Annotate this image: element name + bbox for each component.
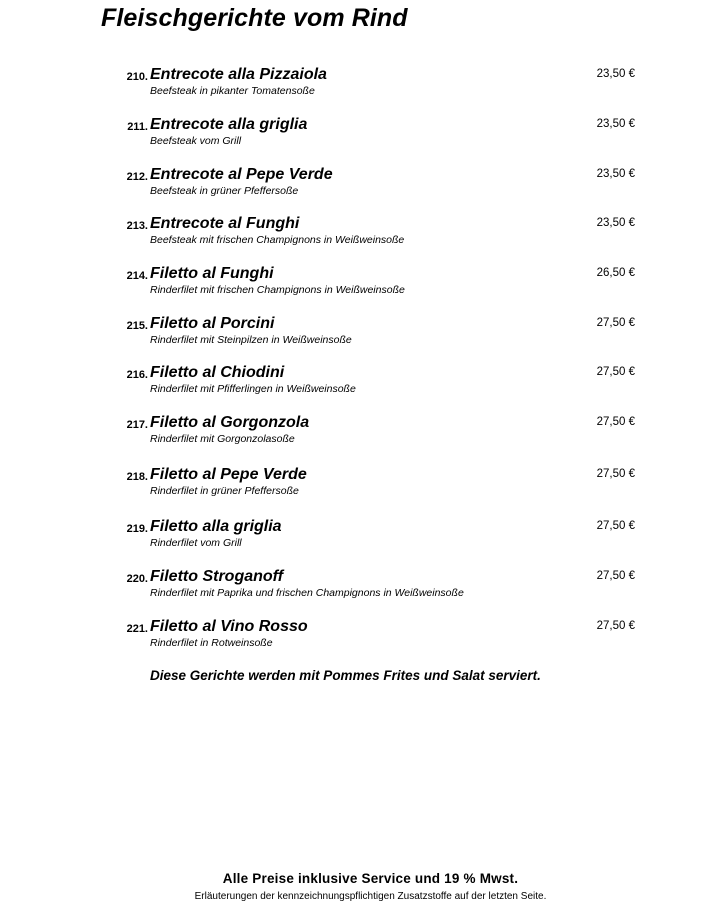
item-description: Beefsteak vom Grill bbox=[150, 135, 242, 147]
item-description: Rinderfilet in Rotweinsoße bbox=[150, 637, 273, 649]
item-number: 217. bbox=[126, 419, 148, 431]
prices-note: Alle Preise inklusive Service und 19 % Mwst. bbox=[222, 871, 519, 886]
item-name: Entrecote alla Pizzaiola bbox=[150, 66, 327, 83]
item-description: Beefsteak in grüner Pfeffersoße bbox=[150, 185, 299, 197]
menu-item bbox=[0, 315, 701, 355]
menu-item bbox=[0, 414, 701, 454]
item-price: 23,50 € bbox=[596, 118, 635, 130]
item-name: Filetto al Funghi bbox=[150, 265, 274, 282]
item-description: Beefsteak mit frischen Champignons in Weißweinsoße bbox=[150, 234, 405, 246]
item-number: 213. bbox=[126, 220, 148, 232]
menu-item bbox=[0, 518, 701, 558]
page-title: Fleischgerichte vom Rind bbox=[101, 4, 408, 32]
item-number: 214. bbox=[126, 270, 148, 282]
item-price: 26,50 € bbox=[596, 267, 635, 279]
menu-item bbox=[0, 265, 701, 305]
item-number: 221. bbox=[126, 623, 148, 635]
item-price: 27,50 € bbox=[596, 317, 635, 329]
item-name: Filetto Stroganoff bbox=[150, 568, 284, 585]
item-number: 218. bbox=[126, 471, 148, 483]
item-number: 211. bbox=[127, 121, 148, 133]
item-number: 219. bbox=[126, 523, 148, 535]
item-name: Entrecote al Funghi bbox=[150, 215, 300, 232]
item-price: 27,50 € bbox=[596, 366, 635, 378]
item-name: Filetto al Porcini bbox=[150, 315, 275, 332]
item-price: 27,50 € bbox=[596, 468, 635, 480]
menu-item bbox=[0, 466, 701, 506]
additives-note: Erläuterungen der kennzeichnungspflichtigen Zusatzstoffe auf der letzten Seite. bbox=[194, 891, 547, 902]
item-name: Filetto alla griglia bbox=[150, 518, 282, 535]
item-name: Filetto al Vino Rosso bbox=[150, 618, 308, 635]
menu-item bbox=[0, 364, 701, 404]
item-price: 27,50 € bbox=[596, 416, 635, 428]
item-description: Beefsteak in pikanter Tomatensoße bbox=[150, 85, 315, 97]
item-description: Rinderfilet mit Paprika und frischen Champignons in Weißweinsoße bbox=[150, 587, 464, 599]
item-name: Entrecote alla griglia bbox=[150, 116, 308, 133]
item-price: 27,50 € bbox=[596, 570, 635, 582]
item-description: Rinderfilet mit Pfifferlingen in Weißweinsoße bbox=[150, 383, 356, 395]
item-price: 27,50 € bbox=[596, 520, 635, 532]
menu-item bbox=[0, 66, 701, 106]
item-description: Rinderfilet vom Grill bbox=[150, 537, 242, 549]
item-number: 215. bbox=[126, 320, 148, 332]
menu-item bbox=[0, 116, 701, 156]
item-name: Filetto al Gorgonzola bbox=[150, 414, 310, 431]
item-name: Filetto al Pepe Verde bbox=[150, 466, 307, 483]
menu-item bbox=[0, 166, 701, 206]
item-description: Rinderfilet in grüner Pfeffersoße bbox=[150, 485, 299, 497]
item-number: 212. bbox=[126, 171, 148, 183]
item-description: Rinderfilet mit Gorgonzolasoße bbox=[150, 433, 295, 445]
menu-item bbox=[0, 618, 701, 658]
served-note: Diese Gerichte werden mit Pommes Frites und Salat serviert. bbox=[150, 668, 541, 683]
menu-item bbox=[0, 568, 701, 608]
item-price: 23,50 € bbox=[596, 168, 635, 180]
item-number: 220. bbox=[126, 573, 148, 585]
item-description: Rinderfilet mit frischen Champignons in Weißweinsoße bbox=[150, 284, 405, 296]
item-price: 23,50 € bbox=[596, 217, 635, 229]
item-price: 23,50 € bbox=[596, 68, 635, 80]
item-name: Filetto al Chiodini bbox=[150, 364, 285, 381]
item-number: 216. bbox=[126, 369, 148, 381]
item-name: Entrecote al Pepe Verde bbox=[150, 166, 333, 183]
item-price: 27,50 € bbox=[596, 620, 635, 632]
item-description: Rinderfilet mit Steinpilzen in Weißweinsoße bbox=[150, 334, 352, 346]
menu-item bbox=[0, 215, 701, 255]
item-number: 210. bbox=[126, 71, 148, 83]
